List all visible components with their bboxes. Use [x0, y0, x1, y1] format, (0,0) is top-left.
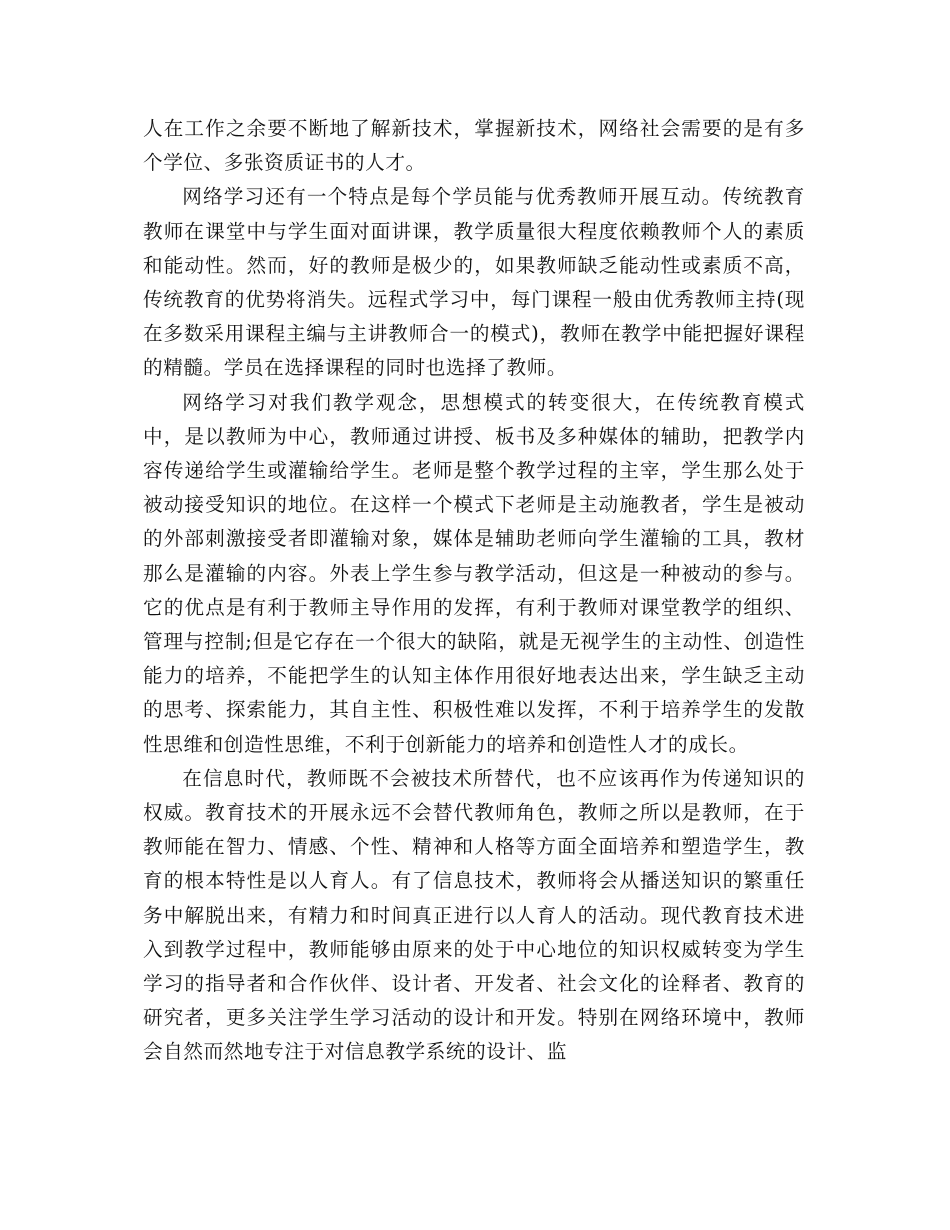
paragraph-1: 人在工作之余要不断地了解新技术，掌握新技术，网络社会需要的是有多个学位、多张资质证书的人才。: [143, 117, 805, 175]
paragraph-3: 网络学习对我们教学观念，思想模式的转变很大，在传统教育模式中，是以教师为中心，教师通过讲授、板书及多种媒体的辅助，把教学内容传递给学生或灌输给学生。老师是整个教学过程的主宰，学生那么处于被动接受知识的地位。在这样一个模式下老师是主动施教者，学生是被动的外部刺激接受者即灌输对象，媒体是辅助老师向学生灌输的工具，教材那么是灌输的内容。外表上学生参与教学活动，但这是一种被动的参与。它的优点是有利于教师主导作用的发挥，有利于教师对课堂教学的组织、管理与控制;但是它存在一个很大的缺陷，就是无视学生的主动性、创造性能力的培养，不能把学生的认知主体作用很好地表达出来，学生缺乏主动的思考、探索能力，其自主性、积极性难以发挥，不利于培养学生的发散性思维和创造性思维，不利于创新能力的培养和创造性人才的成长。: [143, 390, 805, 756]
paragraph-4: 在信息时代，教师既不会被技术所替代，也不应该再作为传递知识的权威。教育技术的开展永远不会替代教师角色，教师之所以是教师，在于教师能在智力、情感、个性、精神和人格等方面全面培养和塑造学生，教育的根本特性是以人育人。有了信息技术，教师将会从播送知识的繁重任务中解脱出来，有精力和时间真正进行以人育人的活动。现代教育技术进入到教学过程中，教师能够由原来的处于中心地位的知识权威转变为学生学习的指导者和合作伙伴、设计者、开发者、社会文化的诠释者、教育的研究者，更多关注学生学习活动的设计和开发。特别在网络环境中，教师会自然而然地专注于对信息教学系统的设计、监: [143, 766, 805, 1064]
paragraph-2: 网络学习还有一个特点是每个学员能与优秀教师开展互动。传统教育教师在课堂中与学生面对面讲课，教学质量很大程度依赖教师个人的素质和能动性。然而，好的教师是极少的，如果教师缺乏能动性或素质不高，传统教育的优势将消失。远程式学习中，每门课程一般由优秀教师主持(现在多数采用课程主编与主讲教师合一的模式)，教师在教学中能把握好课程的精髓。学员在选择课程的同时也选择了教师。: [143, 185, 805, 380]
body-text: [143, 112, 805, 1070]
